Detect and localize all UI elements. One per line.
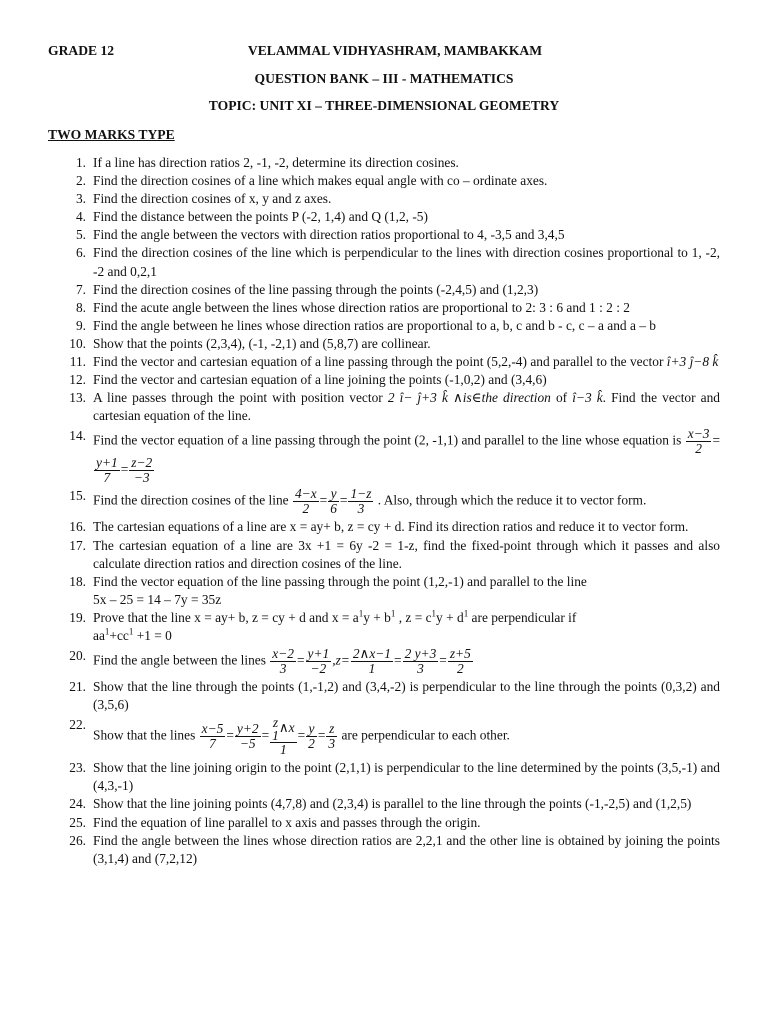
question-text-cont: +1 = 0 (133, 627, 172, 643)
question-item (48, 518, 720, 536)
denominator: 1 (280, 742, 287, 758)
question-number: 9. (75, 317, 86, 333)
superscript: 1 (390, 608, 396, 619)
numerator: x−5 (201, 721, 224, 737)
question-text: Show that the points (2,3,4), (-1, -2,1) and (5,8,7) are collinear. (93, 335, 431, 351)
vector-expression: 2 î− ĵ+3 k̂ ∧is∈the direction (387, 390, 551, 406)
question-text: Find the vector equation of a line passing through the point (2, -1,1) and parallel to the line whose equation is (93, 432, 682, 448)
question-text: Find the direction cosines of the line which is perpendicular to the lines with direction cosines proportional to 1, -2, -2 and 0,2,1 (93, 245, 720, 279)
question-number: 26. (69, 832, 86, 848)
denominator: −3 (133, 470, 150, 486)
question-text: Show that the line through the points (1,-1,2) and (3,4,-2) is perpendicular to the line through the points (0,3,2) and (3,5,6) (93, 679, 720, 713)
question-text: The cartesian equation of a line are 3x +1 = 6y -2 = 1-z, find the fixed-point through which it passes and also calculate direction ratios and direction cosines of the line. (93, 537, 720, 571)
question-text: Prove that the line x = ay+ b, z = cy + d and x = a (93, 609, 359, 625)
question-number: 12. (69, 372, 86, 388)
numerator: x−2 (272, 646, 294, 662)
question-item (48, 226, 720, 244)
math-text: ,z= (332, 652, 350, 668)
question-number: 1. (75, 155, 86, 170)
denominator: 6 (330, 501, 337, 517)
question-text: Find the angle between the lines (93, 652, 266, 668)
question-number: 17. (69, 537, 86, 553)
question-text-cont: are perpendicular if (468, 609, 577, 625)
topic-title: TOPIC: UNIT XI – THREE-DIMENSIONAL GEOMETRY (208, 98, 560, 113)
numerator: y (328, 487, 339, 502)
question-text-cont: aa (93, 627, 105, 643)
question-text-cont: +cc (109, 627, 129, 643)
numerator: x−3 (687, 426, 710, 442)
question-number: 3. (75, 191, 86, 207)
question-number: 6. (75, 245, 86, 261)
question-item (48, 795, 720, 813)
denominator: −2 (310, 661, 327, 677)
question-item: 20. Find the angle between the lines $\frac{x-2}{3}$ = $\frac{y+1}{-2}$ ,z= $\frac{2\wedge x-1}{1}$ = $\frac{2 y+3}{3}$ = $\frac{z+5}{2}$ (48, 647, 720, 676)
question-text: Find the direction cosines of x, y and z axes. (93, 191, 332, 207)
vector-expression: î+3 ĵ−8 k̂ (666, 354, 719, 370)
stack-bottom: 1 (272, 728, 279, 744)
numerator: 2 y+3 (404, 646, 437, 662)
question-item (48, 299, 720, 317)
fraction (306, 722, 317, 751)
numerator: y (306, 722, 317, 737)
question-number: 7. (75, 281, 86, 297)
question-item (48, 190, 720, 208)
denominator: 2 (302, 501, 310, 517)
question-text-cont: . Also, through which the reduce it to vector form. (377, 492, 647, 508)
question-number: 18. (69, 573, 86, 589)
numerator: y+1 (96, 455, 118, 471)
question-number: 15. (69, 488, 86, 504)
fraction (326, 722, 337, 751)
question-item (48, 389, 720, 425)
question-item (48, 814, 720, 832)
numerator: z+5 (449, 646, 471, 662)
fraction (200, 722, 226, 751)
question-number: 16. (69, 519, 86, 535)
numerator: 1−z (350, 486, 372, 502)
question-text: Find the direction cosines of a line which makes equal angle with co – ordinate axes. (93, 173, 548, 189)
question-text-cont: . Find the vector and cartesian equation of the line. (93, 390, 720, 424)
fraction (328, 487, 339, 516)
question-number: 13. (69, 390, 86, 406)
question-number: 5. (75, 227, 86, 243)
fraction (306, 647, 332, 676)
question-item (48, 759, 720, 795)
superscript: 1 (128, 626, 134, 637)
question-text: Find the angle between the vectors with direction ratios proportional to 4, -3,5 and 3,4,5 (93, 227, 565, 243)
question-text: Find the angle between the lines whose direction ratios are 2,2,1 and the other line is obtained by joining the points (3,1,4) and (7,2,12) (93, 832, 720, 866)
fraction (448, 647, 473, 676)
question-number: 25. (69, 814, 86, 830)
question-item (48, 353, 720, 371)
denominator: 7 (209, 736, 216, 752)
numerator: y+1 (307, 646, 330, 662)
question-number: 21. (69, 679, 86, 695)
question-item (48, 537, 720, 573)
question-list (48, 154, 720, 868)
vector-expression: î−3 k̂ (572, 390, 603, 406)
denominator: 2 (695, 441, 702, 457)
question-text: Find the distance between the points P (-2, 1,4) and Q (1,2, -5) (93, 209, 428, 225)
question-item (48, 371, 720, 389)
question-text: Find the vector and cartesian equation of a line joining the points (-1,0,2) and (3,4,6) (93, 372, 547, 388)
question-number: 24. (69, 796, 86, 812)
question-text-cont: of (555, 390, 568, 406)
question-number: 19. (69, 609, 86, 625)
question-item (48, 317, 720, 335)
question-text: Find the direction cosines of the line passing through the points (-2,4,5) and (1,2,3) (93, 281, 539, 297)
denominator: 3 (328, 736, 336, 752)
question-text: A line passes through the point with position vector (93, 390, 383, 406)
question-number: 22. (69, 717, 86, 733)
fraction (235, 722, 261, 751)
question-item (48, 154, 720, 172)
question-item: 15. Find the direction cosines of the line $\frac{4-x}{2}$ = $\frac{y}{6}$ = $\frac{1-z}{3}$ . Also, through which the reduce it to vector form. (48, 487, 720, 516)
superscript: 1 (431, 608, 437, 619)
question-number: 4. (75, 209, 86, 225)
question-text-cont: 5x – 25 = 14 – 7y = 35z (93, 591, 222, 607)
question-number: 2. (75, 173, 86, 189)
question-text-cont: y + b (363, 609, 391, 625)
question-number: 10. (69, 335, 86, 351)
question-text: Show that the lines (93, 727, 196, 743)
denominator: 2 (308, 736, 315, 752)
question-number: 20. (69, 648, 86, 664)
numerator: 2∧x−1 (352, 646, 391, 662)
fraction (686, 427, 712, 456)
question-number: 14. (69, 428, 86, 444)
question-number: 8. (75, 299, 86, 315)
question-text: Show that the line joining points (4,7,8) and (2,3,4) is parallel to the line through the points (-1,-2,5) and (1,2,5) (93, 796, 692, 812)
question-text: Find the direction cosines of the line (93, 492, 289, 508)
question-item (48, 208, 720, 226)
question-text-cont: are perpendicular to each other. (341, 727, 510, 743)
question-text: The cartesian equations of a line are x = ay+ b, z = cy + d. Find its direction ratios and reduce it to vector form. (93, 519, 689, 535)
fraction (270, 647, 296, 676)
school-name: VELAMMAL VIDHYASHRAM, MAMBAKKAM (247, 43, 543, 58)
fraction (348, 487, 373, 516)
stack-top: z (272, 715, 279, 731)
superscript: 1 (358, 608, 364, 619)
question-text: Find the acute angle between the lines whose direction ratios are proportional to 2: 3 : 6 and 1 : 2 : 2 (93, 299, 630, 315)
question-item (48, 281, 720, 299)
fraction (94, 456, 120, 485)
question-text-cont: y + d (436, 609, 464, 625)
numerator: z−2 (131, 455, 153, 471)
question-item (48, 335, 720, 353)
question-text: Find the vector and cartesian equation of a line passing through the point (5,2,-4) and parallel to the vector (93, 354, 664, 370)
numerator: z (326, 722, 337, 737)
denominator: 1 (368, 661, 376, 677)
fraction (403, 647, 439, 676)
question-item (48, 573, 720, 609)
question-item (48, 832, 720, 868)
question-item: 14. Find the vector equation of a line passing through the point (2, -1,1) and parallel to the line whose equation is $\frac{x-3}{2}$ = $\frac{y+1}{7}$ = $\frac{z-2}{-3}$ (48, 427, 720, 485)
question-text: Find the angle between he lines whose direction ratios are proportional to a, b, c and b - c, c – a and a – b (93, 317, 656, 333)
stacked-fraction (270, 716, 296, 757)
question-text: Show that the line joining origin to the point (2,1,1) is perpendicular to the line determined by the points (3,5,-1) and (4,3,-1) (93, 760, 720, 794)
denominator: 7 (103, 470, 111, 486)
stack-side: ∧x (278, 720, 295, 736)
denominator: 3 (279, 661, 287, 677)
question-text: If a line has direction ratios 2, -1, -2, determine its direction cosines. (93, 155, 459, 170)
question-text-cont: , z = c (395, 609, 432, 625)
question-number: 23. (69, 760, 86, 776)
numerator (270, 716, 296, 743)
question-item (48, 678, 720, 714)
denominator: −5 (239, 736, 256, 752)
fraction (351, 647, 393, 676)
superscript: 1 (463, 608, 469, 619)
denominator: 2 (456, 661, 464, 677)
superscript: 1 (104, 626, 110, 637)
numerator: 4−x (294, 486, 317, 502)
numerator: y+2 (236, 721, 259, 737)
question-text: Find the vector equation of the line passing through the point (1,2,-1) and parallel to the line (93, 573, 587, 589)
grade-label: GRADE 12 (48, 43, 115, 58)
denominator: 3 (357, 501, 365, 517)
question-item (48, 172, 720, 190)
question-number: 11. (69, 354, 86, 370)
fraction (293, 487, 319, 516)
question-item (48, 244, 720, 280)
question-bank-title: QUESTION BANK – III - MATHEMATICS (254, 71, 514, 86)
section-heading: TWO MARKS TYPE (48, 127, 175, 142)
question-text: Find the equation of line parallel to x axis and passes through the origin. (93, 814, 481, 830)
denominator: 3 (417, 661, 424, 677)
question-item (48, 609, 720, 645)
question-item: 22. Show that the lines $\frac{x-5}{7}$ = $\frac{y+2}{-5}$ = z 1 ∧x 1 = $\frac{y}{2}$ = $\frac{z}{3}$ are perpendicular to each other. (48, 716, 720, 757)
fraction (129, 456, 154, 485)
